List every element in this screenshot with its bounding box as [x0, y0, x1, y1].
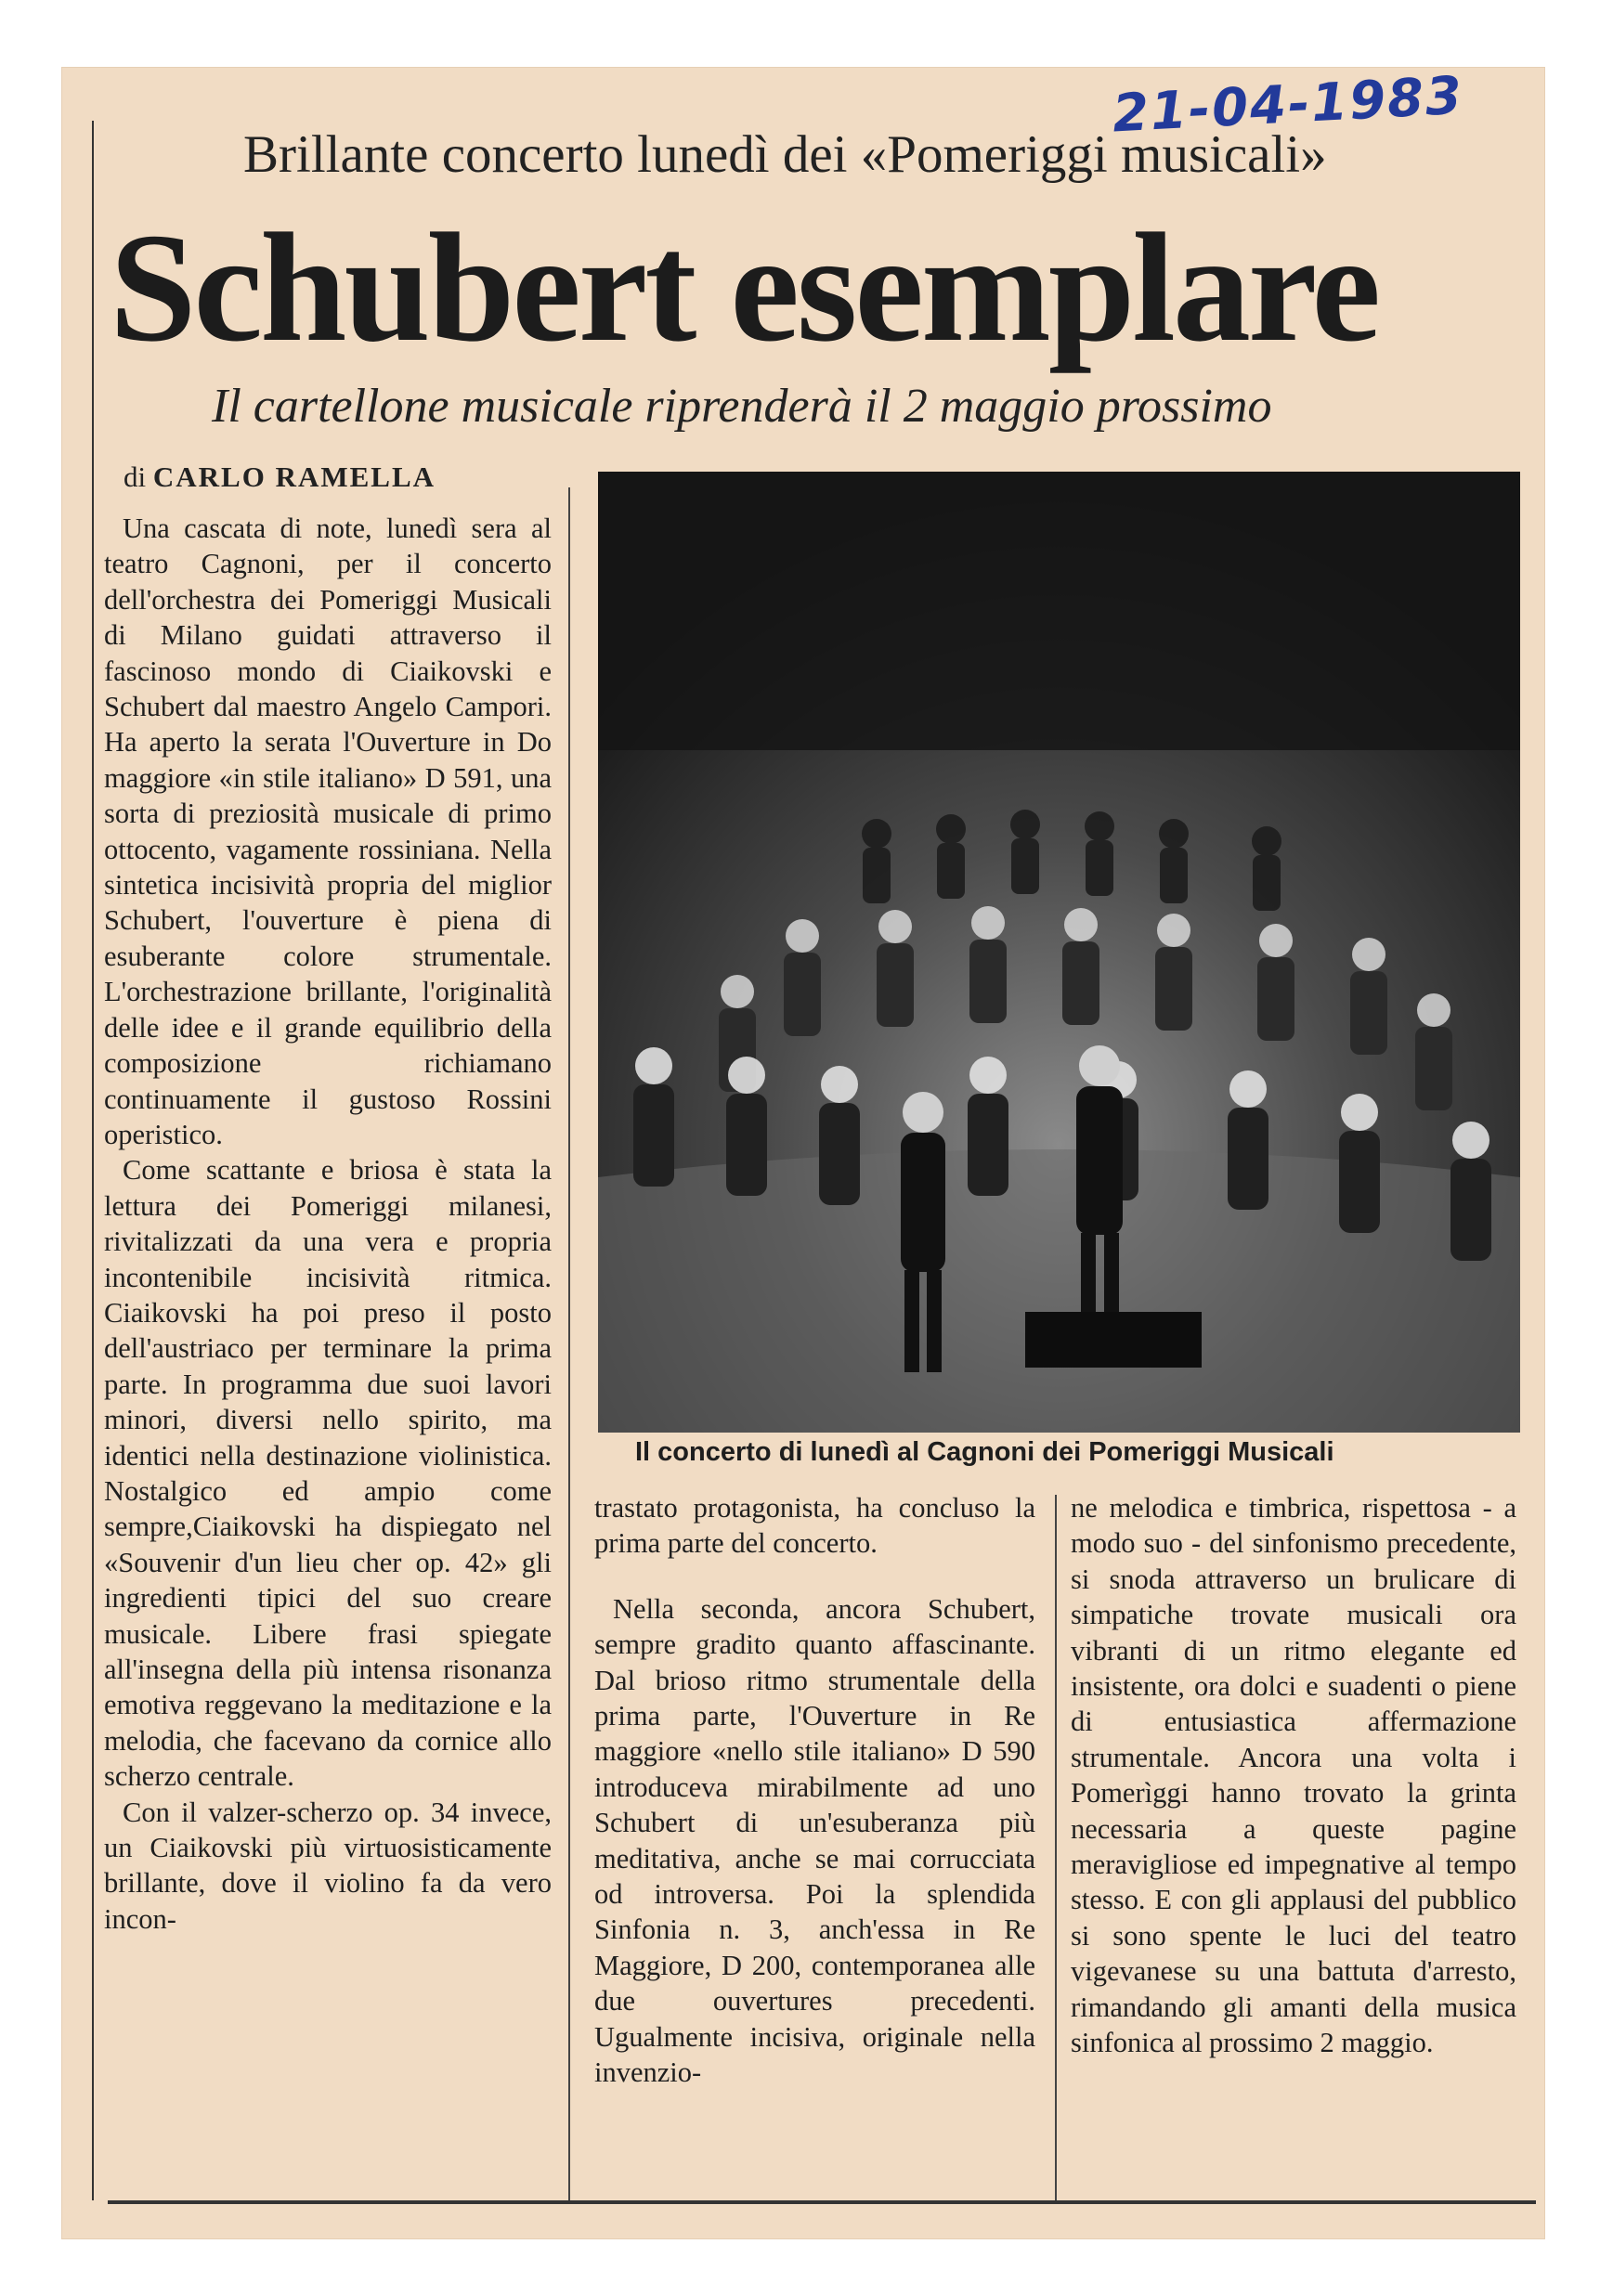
- column-1-paragraph-3: Con il valzer-scherzo op. 34 invece, un Ciaikovski più virtuosisticamente brillante, dove il violino fa da vero incon-: [104, 1796, 552, 1935]
- article-column-2: [594, 1490, 1035, 2191]
- orchestra-photo-graphic: [598, 472, 1520, 1433]
- article-column-1: [104, 511, 552, 2191]
- handwritten-date: 21-04-1983: [1111, 65, 1465, 145]
- left-border-rule: [92, 121, 94, 2200]
- column-divider-2: [1055, 1495, 1057, 2200]
- column-2-paragraph-1: trastato protagonista, ha concluso la prima parte del concerto.: [594, 1492, 1035, 1560]
- byline-author: CARLO RAMELLA: [152, 460, 436, 493]
- article-kicker: Brillante concerto lunedì dei «Pomeriggi musicali»: [243, 125, 1327, 184]
- article-subhead: Il cartellone musicale riprenderà il 2 maggio prossimo: [212, 380, 1272, 433]
- column-2-paragraph-2: Nella seconda, ancora Schubert, sempre gradito quanto affascinante. Dal brioso ritmo strumentale della prima parte, l'Ouverture in Re maggiore «nello stile italiano» D 590 introduceva mirabilmente ad uno Schubert di un'esuberanza più meditativa, anche se mai corrucciata od introversa. Poi la splendida Sinfonia n. 3, anch'essa in Re Maggiore, D 200, contemporanea alle due ouvertures precedenti. Ugualmente incisiva, originale nella invenzio-: [594, 1592, 1035, 2089]
- photo-caption: Il concerto di lunedì al Cagnoni dei Pomeriggi Musicali: [635, 1437, 1334, 1467]
- orchestra-photo: [598, 472, 1520, 1433]
- article-byline: [124, 460, 588, 501]
- article-column-3: [1071, 1490, 1516, 2191]
- column-divider-1: [568, 487, 570, 2200]
- column-1-paragraph-1: Una cascata di note, lunedì sera al teatro Cagnoni, per il concerto dell'orchestra dei Pomeriggi Musicali di Milano guidati attraverso il fascinoso mondo di Ciaikovski e Schubert dal maestro Angelo Campori. Ha aperto la serata l'Ouverture in Do maggiore «in stile italiano» D 591, una sorta di preziosità musicale di primo ottocento, vagamente rossiniana. Nella sintetica incisività propria del miglior Schubert, l'ouverture è piena di esuberante colore strumentale. L'orchestrazione brillante, l'originalità delle idee e il grande equilibrio della composizione richiamano continuamente il gustoso Rossini operistico.: [104, 512, 552, 1150]
- byline-prefix: di: [124, 460, 147, 493]
- article-headline: Schubert esemplare: [110, 201, 1379, 374]
- bottom-border-rule: [108, 2200, 1536, 2204]
- column-1-paragraph-2: Come scattante e briosa è stata la lettura dei Pomeriggi milanesi, rivitalizzati da una vera e propria incontenibile incisività ritmica. Ciaikovski ha poi preso il posto dell'austriaco per terminare la prima parte. In programma due suoi lavori minori, diversi nello spirito, ma identici nella destinazione violinistica. Nostalgico ed ampio come sempre,Ciaikovski ha dispiegato nel «Souvenir d'un lieu cher op. 42» gli ingredienti tipici del suo creare musicale. Libere frasi spiegate all'insegna della più intensa risonanza emotiva reggevano la meditazione e la melodia, che facevano da cornice allo scherzo centrale.: [104, 1154, 552, 1793]
- column-3-paragraph-1: ne melodica e timbrica, rispettosa - a modo suo - del sinfonismo precedente, si snoda attraverso un brulicare di simpatiche trovate musicali ora vibranti di un ritmo elegante ed insistente, ora dolci e suadenti o piene di entusiastica affermazione strumentale. Ancora una volta i Pomerìggi hanno trovato la grinta necessaria a queste pagine meravigliose ed impegnative al tempo stesso. E con gli applausi del pubblico si sono spente le luci del teatro vigevanese su una battuta d'arresto, rimandando gli amanti della musica sinfonica al prossimo 2 maggio.: [1071, 1492, 1516, 2059]
